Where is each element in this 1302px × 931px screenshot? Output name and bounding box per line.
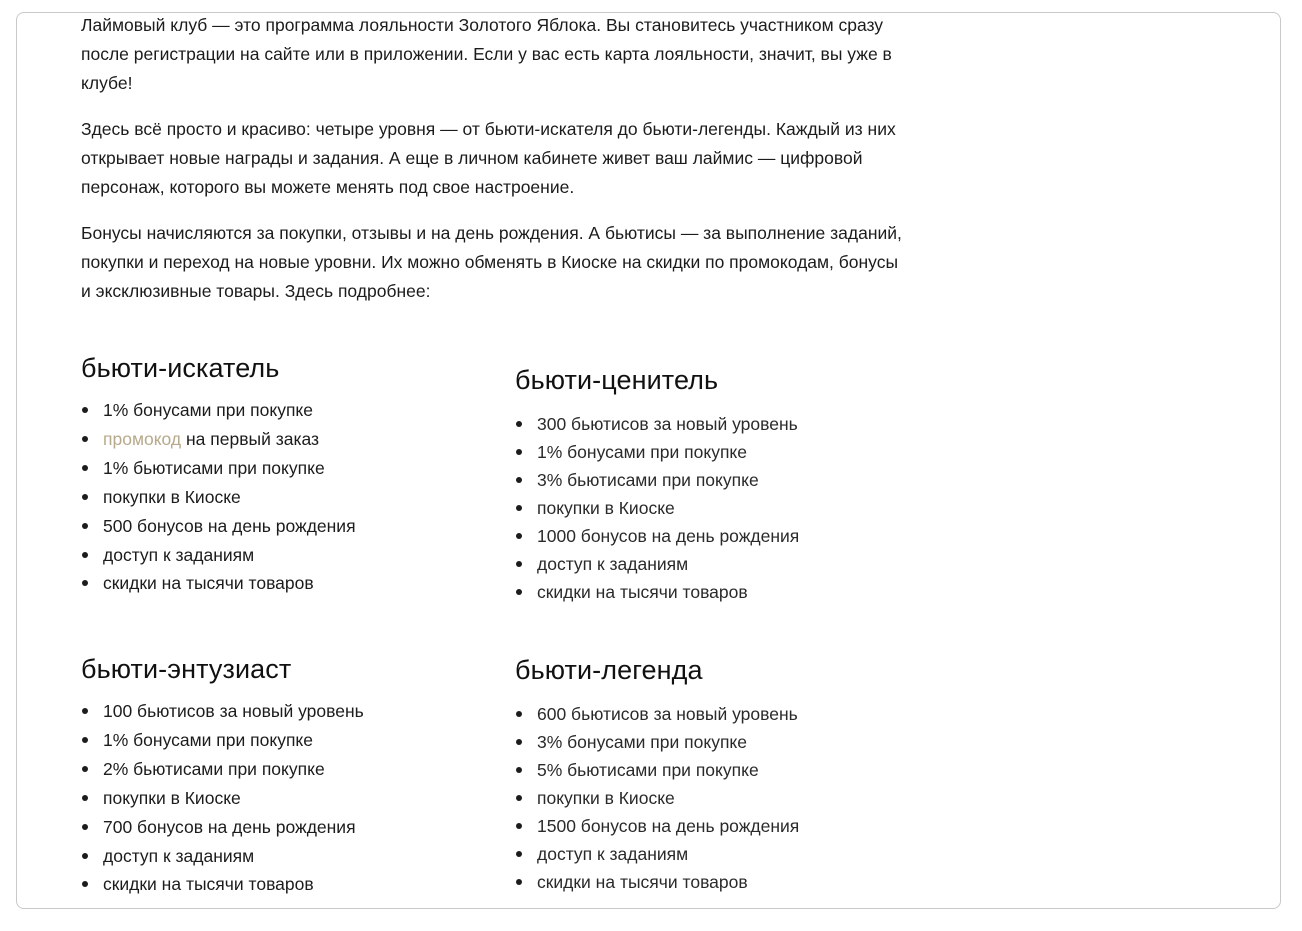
tier-legend-list	[515, 700, 799, 896]
list-item: покупки в Киоске	[515, 494, 799, 522]
tier-enthusiast-list	[81, 697, 364, 899]
list-item	[81, 425, 356, 454]
list-item: 1% бьютисами при покупке	[81, 454, 356, 483]
list-item: доступ к заданиям	[81, 842, 364, 871]
list-item: 1% бонусами при покупке	[515, 438, 799, 466]
list-item: скидки на тысячи товаров	[81, 870, 364, 899]
list-item: 1000 бонусов на день рождения	[515, 522, 799, 550]
intro-paragraph-1: Лаймовый клуб — это программа лояльности Золотого Яблока. Вы становитесь участником сразу после регистрации на сайте или в приложении. Если у вас есть карта лояльности, значит, вы уже в клубе!	[81, 15, 892, 93]
list-item: покупки в Киоске	[81, 483, 356, 512]
list-item: 3% бонусами при покупке	[515, 728, 799, 756]
list-item: 2% бьютисами при покупке	[81, 755, 364, 784]
tier-legend-title: бьюти-легенда	[515, 655, 703, 685]
intro-text	[81, 13, 911, 323]
list-item: доступ к заданиям	[515, 840, 799, 868]
list-item: скидки на тысячи товаров	[81, 569, 356, 598]
list-item: 100 бьютисов за новый уровень	[81, 697, 364, 726]
list-item: 1% бонусами при покупке	[81, 396, 356, 425]
list-item: доступ к заданиям	[81, 541, 356, 570]
list-item: 1500 бонусов на день рождения	[515, 812, 799, 840]
list-item: 1% бонусами при покупке	[81, 726, 364, 755]
promo-code-link[interactable]: промокод	[103, 428, 182, 449]
tier-seeker-list	[81, 396, 356, 598]
list-item: 500 бонусов на день рождения	[81, 512, 356, 541]
list-item: скидки на тысячи товаров	[515, 578, 799, 606]
list-item: покупки в Киоске	[515, 784, 799, 812]
intro-paragraph-2: Здесь всё просто и красиво: четыре уровня — от бьюти-искателя до бьюти-легенды. Каждый из них открывает новые награды и задания. А еще в личном кабинете живет ваш лаймис — цифровой персонаж, которого вы можете менять под свое настроение.	[81, 119, 896, 197]
tier-seeker	[81, 352, 356, 598]
list-item: 5% бьютисами при покупке	[515, 756, 799, 784]
list-item: 300 бьютисов за новый уровень	[515, 410, 799, 438]
tier-connoisseur	[515, 364, 799, 606]
list-item: 700 бонусов на день рождения	[81, 813, 364, 842]
tier-connoisseur-list	[515, 410, 799, 606]
tier-enthusiast	[81, 653, 364, 899]
list-item: доступ к заданиям	[515, 550, 799, 578]
list-item: 3% бьютисами при покупке	[515, 466, 799, 494]
tier-connoisseur-title: бьюти-ценитель	[515, 365, 719, 395]
content-card	[16, 12, 1281, 909]
list-item: 600 бьютисов за новый уровень	[515, 700, 799, 728]
list-item-text: на первый заказ	[186, 428, 320, 449]
tier-enthusiast-title: бьюти-энтузиаст	[81, 654, 292, 684]
tier-legend	[515, 654, 799, 896]
intro-paragraph-3: Бонусы начисляются за покупки, отзывы и на день рождения. А бьютисы — за выполнение заданий, покупки и переход на новые уровни. Их можно обменять в Киоске на скидки по промокодам, бонусы и эксклюзивные товары. Здесь подробнее:	[81, 223, 902, 301]
list-item: покупки в Киоске	[81, 784, 364, 813]
list-item: скидки на тысячи товаров	[515, 868, 799, 896]
tier-seeker-title: бьюти-искатель	[81, 353, 280, 383]
